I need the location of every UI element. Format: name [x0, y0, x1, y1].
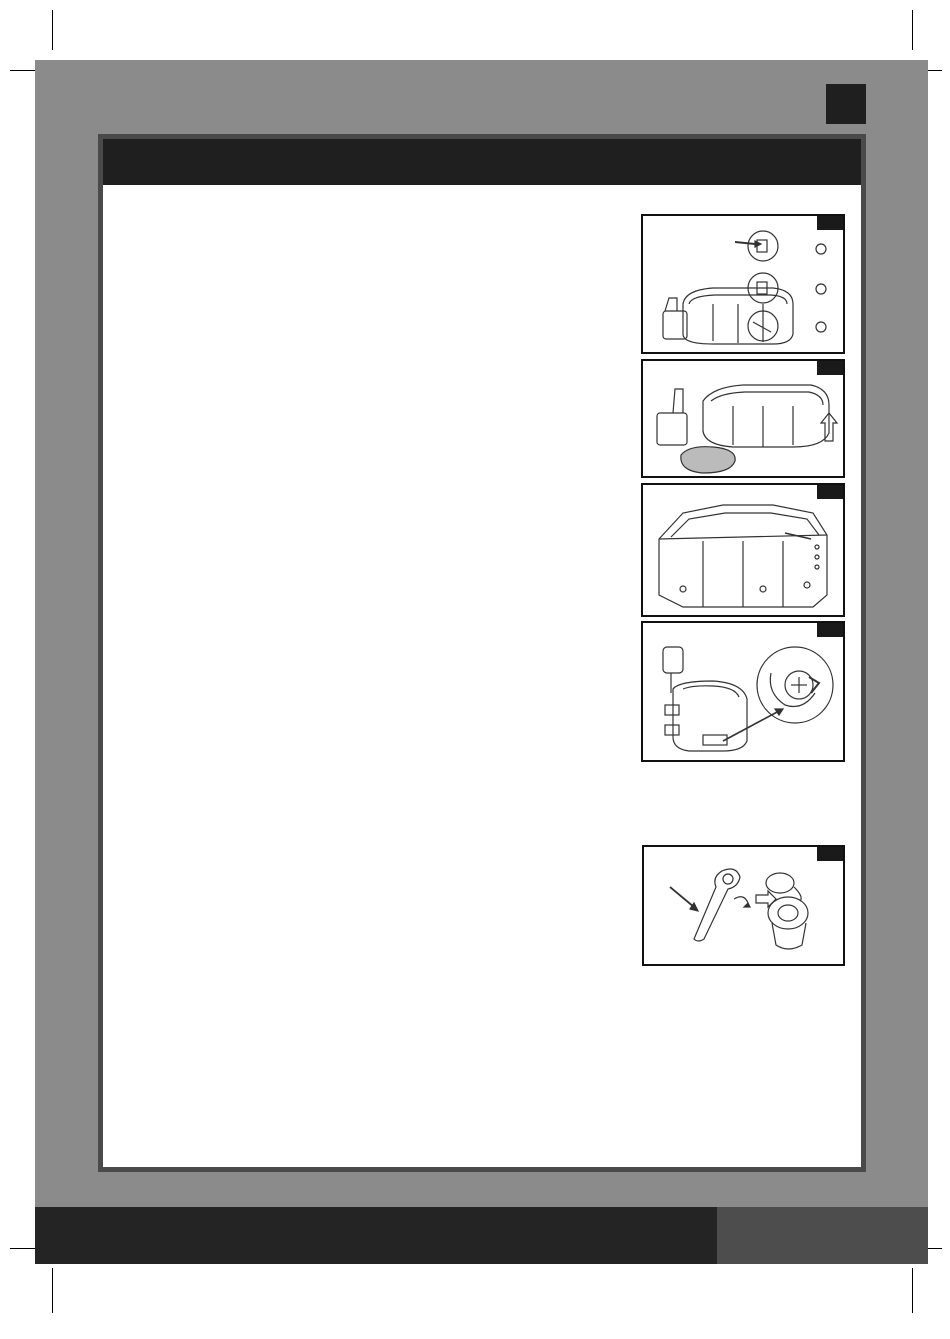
footer-page-box — [717, 1207, 928, 1264]
figure-hose-connection — [641, 214, 845, 354]
drain-wrench-icon — [644, 847, 845, 966]
crop-mark — [52, 10, 53, 50]
spa-hose-connection-icon — [643, 216, 845, 354]
spa-pump-placement-icon — [643, 361, 845, 478]
crop-mark — [912, 10, 913, 50]
crop-mark — [912, 1268, 913, 1313]
figure-pump-filter — [641, 621, 845, 762]
crop-mark — [52, 1268, 53, 1313]
figure-inflated-spa — [641, 483, 845, 617]
inflated-spa-icon — [643, 485, 845, 617]
pump-filter-icon — [643, 623, 845, 762]
page-number-box — [826, 84, 866, 124]
figure-drain-wrench — [642, 845, 845, 966]
section-header — [103, 139, 861, 188]
figure-pump-placement — [641, 359, 845, 478]
footer-bar — [35, 1207, 717, 1264]
